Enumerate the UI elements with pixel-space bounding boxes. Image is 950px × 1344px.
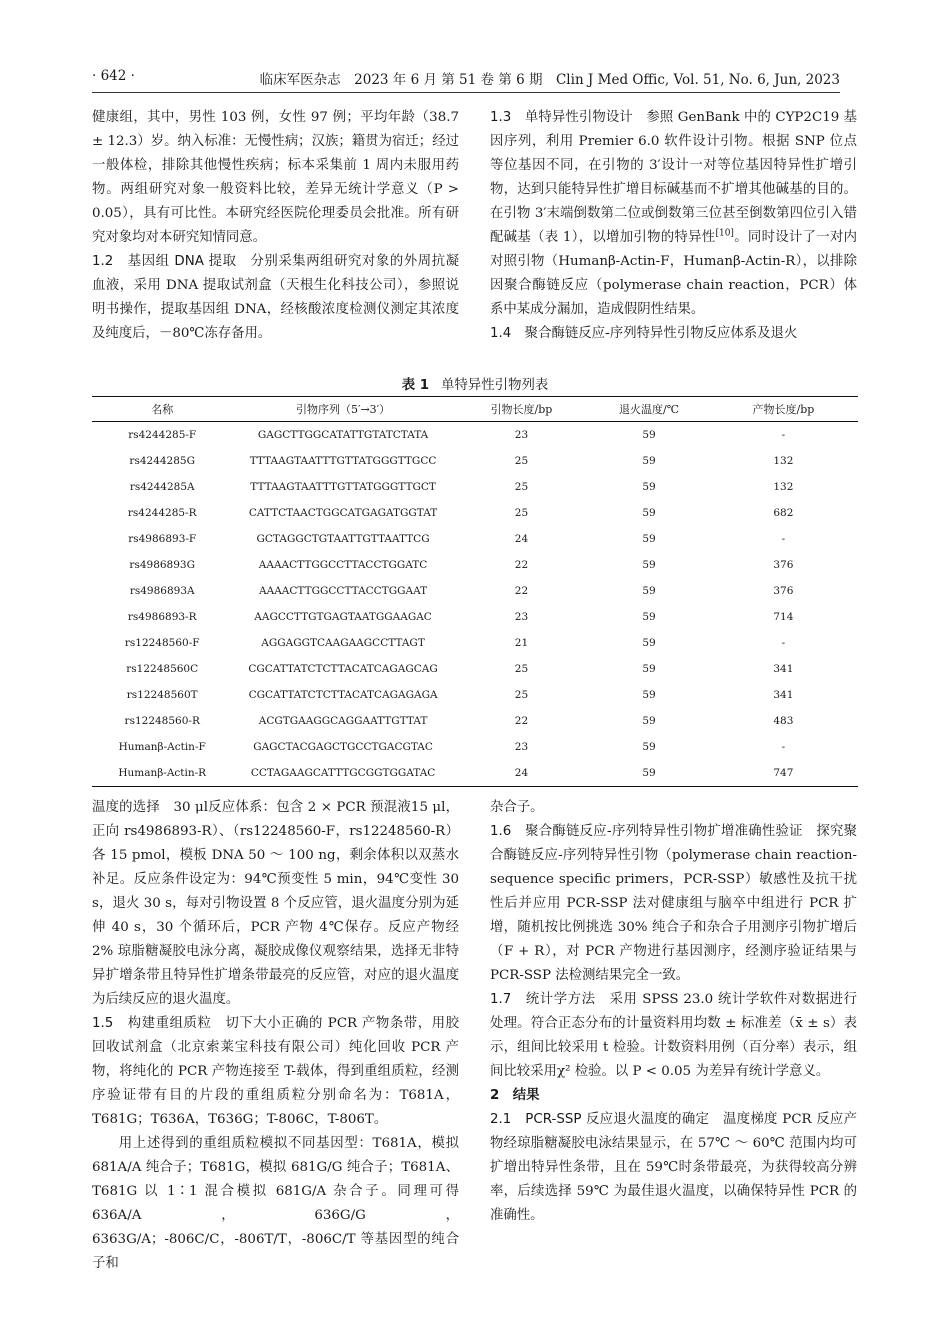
cell-sequence: AAGCCTTGTGAGTAATGGAAGAC <box>254 611 432 623</box>
cell-name: rs4986893G <box>129 559 195 571</box>
cell-sequence: GAGCTACGAGCTGCCTGACGTAC <box>253 741 433 753</box>
cell-sequence: GAGCTTGGCATATTGTATCTATA <box>257 429 429 441</box>
section-1-2-heading: 1.2 基因组 DNA 提取 <box>92 254 237 269</box>
cell-name: Humanβ-Actin-F <box>118 741 206 753</box>
cell-annealing-temp: 59 <box>642 741 656 753</box>
table-row <box>92 578 858 604</box>
header-product-length: 产物长度/bp <box>752 403 815 416</box>
section-1-7 <box>490 988 857 1084</box>
section-1-3-body-cont: 。同时设计了一对内对照引物（Humanβ-Actin-F，Humanβ-Actin-R），以排除因聚合酶链反应（polymerase chain reaction，PCR）体系中某成分漏加，造成假阴性结果。 <box>490 230 858 317</box>
cell-name: rs12248560C <box>126 663 199 675</box>
cell-annealing-temp: 59 <box>642 663 656 675</box>
section-1-2-body: 分别采集两组研究对象的外周抗凝血液，采用 DNA 提取试剂盒（天根生化科技公司），参照说明书操作，提取基因组 DNA，经核酸浓度检测仪测定其浓度及纯度后，－80℃冻存备用。 <box>92 254 460 341</box>
cell-annealing-temp: 59 <box>642 611 656 623</box>
cell-primer-length: 25 <box>514 663 529 675</box>
table-row <box>92 760 858 787</box>
table-caption <box>92 374 858 393</box>
section-1-3-body: 参照 GenBank 中的 CYP2C19 基因序列，利用 Premier 6.0 软件设计引物。根据 SNP 位点等位基因不同，在引物的 3′设计一对等位基因特异性扩增引物，达到只能特异性扩增目标碱基而不扩增其他碱基的目的。在引物 3′末端倒数第二位或倒数第三位甚至倒数第四位引入错配碱基（表 1），以增加引物的特异性 <box>490 110 857 245</box>
header-name: 名称 <box>151 403 174 416</box>
table-body <box>92 422 858 787</box>
cell-sequence: CCTAGAAGCATTTGCGGTGGATAC <box>250 767 436 779</box>
table-row <box>92 552 858 578</box>
section-2-1-heading: 2.1 PCR-SSP 反应退火温度的确定 <box>490 1112 710 1127</box>
cell-product-length: 483 <box>773 715 794 727</box>
cell-primer-length: 23 <box>514 611 529 623</box>
paragraph-reaction-system: 温度的选择 30 μl反应体系：包含 2 × PCR 预混液15 μl，正向 rs4986893-R）、（rs12248560-F，rs12248560-R）各 15 pmol，模板 DNA 50 ～ 100 ng，剩余体积以双蒸水补足。反应条件设定为：94℃预变性 5 min，94℃变性 30 s，退火 30 s，每对引物设置 8 个反应管，退火温度分别为延伸 40 s，30 个循环后，PCR 产物 4℃保存。反应产物经 2% 琼脂糖凝胶电泳分离，凝胶成像仪观察结果，选择无非特异扩增条带且特异性扩增条带最亮的反应管，对应的退火温度为后续反应的退火温度。 <box>92 800 459 1007</box>
cell-annealing-temp: 59 <box>642 689 656 701</box>
cell-product-length: 341 <box>773 663 794 675</box>
table-label: 表 1 <box>401 378 430 393</box>
cell-annealing-temp: 59 <box>642 559 656 571</box>
section-1-5-heading: 1.5 构建重组质粒 <box>92 1016 212 1031</box>
cell-primer-length: 24 <box>514 533 529 545</box>
cell-product-length: - <box>781 637 786 649</box>
paragraph-genotype-simulation: 用上述得到的重组质粒模拟不同基因型：T681A，模拟 681A/A 纯合子；T681G，模拟 681G/G 纯合子；T681A、T681G 以 1∶1 混合模拟 681G/A 杂合子。同理可得 636A/A，636G/G，6363G/A；-806C/C，-806T/T，-806C/T 等基因型的纯合子和 <box>92 1136 459 1271</box>
cell-primer-length: 22 <box>514 559 529 571</box>
left-column-bottom <box>92 796 459 1276</box>
section-1-3-heading: 1.3 单特异性引物设计 <box>490 110 633 125</box>
table-row <box>92 630 858 656</box>
cell-primer-length: 25 <box>514 507 529 519</box>
cell-sequence: AAAACTTGGCCTTACCTGGAAT <box>259 585 428 597</box>
section-1-6-heading: 1.6 聚合酶链反应-序列特异性引物扩增准确性验证 <box>490 824 803 839</box>
cell-annealing-temp: 59 <box>642 585 656 597</box>
section-1-6 <box>490 820 857 988</box>
header-sequence: 引物序列（5′→3′） <box>295 403 391 416</box>
cell-annealing-temp: 59 <box>642 481 656 493</box>
cell-sequence: AGGAGGTCAAGAAGCCTTAGT <box>261 637 425 649</box>
header-annealing-temp: 退火温度/℃ <box>618 403 679 416</box>
cell-product-length: 376 <box>773 559 794 571</box>
section-1-4-heading: 1.4 聚合酶链反应-序列特异性引物反应体系及退火 <box>490 326 798 341</box>
cell-name: rs4244285-R <box>127 507 197 519</box>
cell-name: rs4244285A <box>129 481 195 493</box>
cell-product-length: 376 <box>773 585 794 597</box>
table-row <box>92 474 858 500</box>
primer-table <box>92 396 858 787</box>
cell-sequence: TTTAAGTAATTTGTTATGGGTTGCC <box>249 455 437 467</box>
cell-primer-length: 21 <box>514 637 529 649</box>
cell-annealing-temp: 59 <box>642 429 656 441</box>
cell-sequence: CGCATTATCTCTTACATCAGAGCAG <box>248 663 438 675</box>
table-row <box>92 734 858 760</box>
cell-annealing-temp: 59 <box>642 507 656 519</box>
cell-sequence: GCTAGGCTGTAATTGTTAATTCG <box>256 533 430 545</box>
section-2 <box>490 1084 857 1108</box>
cell-primer-length: 25 <box>514 455 529 467</box>
section-1-4 <box>490 322 857 346</box>
cell-product-length: 682 <box>773 507 794 519</box>
cell-sequence: CGCATTATCTCTTACATCAGAGAGA <box>248 689 438 701</box>
cell-annealing-temp: 59 <box>642 715 656 727</box>
cell-name: rs4986893A <box>129 585 195 597</box>
section-1-2 <box>92 250 459 346</box>
cell-annealing-temp: 59 <box>642 533 656 545</box>
cell-product-length: - <box>781 429 786 441</box>
table-row <box>92 708 858 734</box>
section-1-5 <box>92 1012 459 1132</box>
cell-primer-length: 24 <box>514 767 529 779</box>
cell-name: rs4244285-F <box>128 429 197 441</box>
table-row <box>92 422 858 449</box>
cell-name: rs12248560-F <box>124 637 200 649</box>
section-2-1 <box>490 1108 857 1228</box>
table-header-row <box>92 397 858 422</box>
page-number: · 642 · <box>92 68 135 84</box>
table-row <box>92 526 858 552</box>
section-2-1-body: 温度梯度 PCR 反应产物经琼脂糖凝胶电泳结果显示，在 57℃ ～ 60℃ 范围内均可扩增出特异性条带，且在 59℃时条带最亮，为获得较高分辨率，后续选择 59℃ 为最佳退火温度，以确保特异性 PCR 的准确性。 <box>490 1112 857 1223</box>
section-1-3 <box>490 106 857 322</box>
header-primer-length: 引物长度/bp <box>490 403 553 416</box>
cell-sequence: AAAACTTGGCCTTACCTGGATC <box>258 559 428 571</box>
section-2-heading: 2 结果 <box>490 1088 540 1103</box>
cell-annealing-temp: 59 <box>642 637 656 649</box>
section-1-7-heading: 1.7 统计学方法 <box>490 992 596 1007</box>
table-row <box>92 604 858 630</box>
cell-primer-length: 22 <box>514 585 529 597</box>
table-row <box>92 448 858 474</box>
table-row <box>92 656 858 682</box>
cell-annealing-temp: 59 <box>642 455 656 467</box>
cell-product-length: 132 <box>773 481 794 493</box>
section-1-5-body: 切下大小正确的 PCR 产物条带，用胶回收试剂盒（北京索莱宝科技有限公司）纯化回收 PCR 产物，将纯化的 PCR 产物连接至 T-载体，得到重组质粒，经测序验证带有目的片段的重组质粒分别命名为：T681A，T681G；T636A，T636G；T-806C，T-806T。 <box>92 1016 459 1127</box>
section-1-7-body: 采用 SPSS 23.0 统计学软件对数据进行处理。符合正态分布的计量资料用均数 ± 标准差（x̄ ± s）表示，组间比较采用 t 检验。计数资料用例（百分率）表示，组间比较采用χ² 检验。以 P < 0.05 为差异有统计学意义。 <box>490 992 857 1079</box>
cell-primer-length: 23 <box>514 429 529 441</box>
cell-name: rs12248560T <box>126 689 198 701</box>
cell-sequence: TTTAAGTAATTTGTTATGGGTTGCT <box>250 481 436 493</box>
cell-name: rs4986893-F <box>128 533 197 545</box>
right-column-bottom <box>490 796 857 1228</box>
table-row <box>92 500 858 526</box>
cell-name: rs12248560-R <box>124 715 200 727</box>
cell-primer-length: 23 <box>514 741 529 753</box>
table-title: 单特异性引物列表 <box>441 378 549 393</box>
cell-primer-length: 22 <box>514 715 529 727</box>
left-column-top <box>92 106 459 346</box>
section-1-6-body: 探究聚合酶链反应-序列特异性引物（polymerase chain reaction-sequence specific primers，PCR-SSP）敏感性及抗干扰性后并应用 PCR-SSP 法对健康组与脑卒中组进行 PCR 扩增，随机按比例挑选 30% 纯合子和杂合子用测序引物扩增后（F + R），对 PCR 产物进行基因测序，经测序验证结果与 PCR-SSP 法检测结果完全一致。 <box>490 824 857 983</box>
paragraph-health-group: 健康组，其中，男性 103 例，女性 97 例；平均年龄（38.7 ± 12.3）岁。纳入标准：无慢性病；汉族；籍贯为宿迁；经过一般体检，排除其他慢性疾病；标本采集前 1 周内未服用药物。两组研究对象一般资料比较，差异无统计学意义（P > 0.05），具有可比性。本研究经医院伦理委员会批准。所有研究对象均对本研究知情同意。 <box>92 110 459 245</box>
cell-sequence: ACGTGAAGGCAGGAATTGTTAT <box>258 715 428 727</box>
cell-product-length: 714 <box>773 611 794 623</box>
cell-product-length: 747 <box>773 767 794 779</box>
journal-citation: 临床军医杂志 2023 年 6 月 第 51 卷 第 6 期 Clin J Med Offic, Vol. 51, No. 6, Jun, 2023 <box>259 72 840 88</box>
running-header <box>92 62 840 93</box>
cell-name: rs4244285G <box>129 455 195 467</box>
right-column-top <box>490 106 857 346</box>
cell-product-length: - <box>781 533 786 545</box>
cell-product-length: 132 <box>773 455 794 467</box>
cell-annealing-temp: 59 <box>642 767 656 779</box>
paragraph-heterozygote: 杂合子。 <box>490 800 544 815</box>
cell-primer-length: 25 <box>514 481 529 493</box>
cell-product-length: - <box>781 741 786 753</box>
cell-primer-length: 25 <box>514 689 529 701</box>
cell-name: Humanβ-Actin-R <box>118 767 207 779</box>
cell-product-length: 341 <box>773 689 794 701</box>
table-row <box>92 682 858 708</box>
reference-marker: [10] <box>715 228 734 239</box>
cell-name: rs4986893-R <box>127 611 197 623</box>
cell-sequence: CATTCTAACTGGCATGAGATGGTAT <box>248 507 438 519</box>
